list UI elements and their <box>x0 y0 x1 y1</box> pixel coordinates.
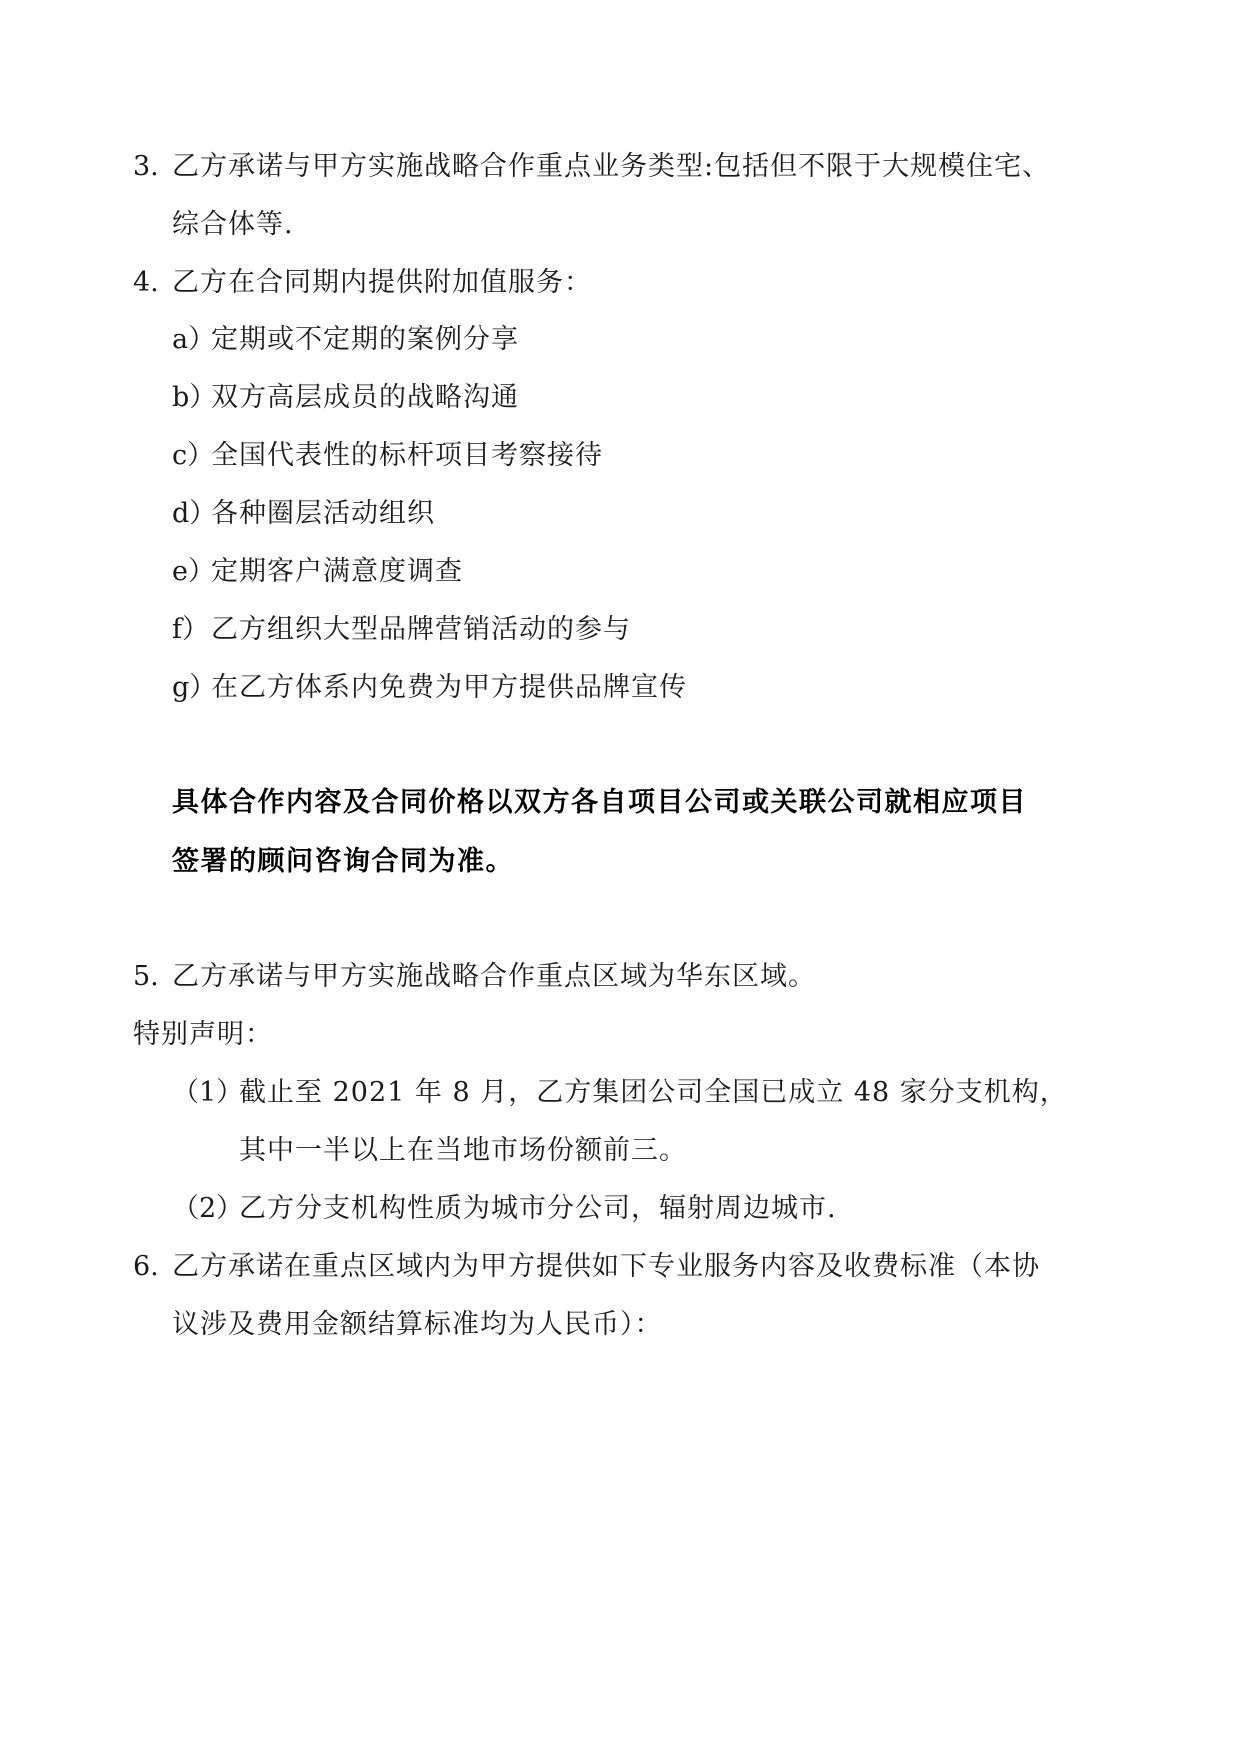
subitem-c-marker: c） <box>172 440 215 471</box>
subitem-f-marker: f） <box>172 614 209 645</box>
bold-note-line-2: 签署的顾问咨询合同为准。 <box>172 846 514 877</box>
subitem-c-text: 全国代表性的标杆项目考察接待 <box>211 440 603 471</box>
item-6-line-1: 乙方承诺在重点区域内为甲方提供如下专业服务内容及收费标准（本协 <box>172 1251 1040 1282</box>
subitem-a-marker: a） <box>172 324 216 355</box>
item-3-number: 3. <box>133 151 159 182</box>
item-3-line-2: 综合体等. <box>172 209 294 240</box>
subitem-d-marker: d） <box>172 498 217 529</box>
special-item-2-marker: （2） <box>172 1193 244 1224</box>
special-item-2-line-1: 乙方分支机构性质为城市分公司，辐射周边城市. <box>239 1193 837 1224</box>
subitem-g-text: 在乙方体系内免费为甲方提供品牌宣传 <box>211 672 687 703</box>
subitem-e-text: 定期客户满意度调查 <box>211 556 463 587</box>
item-5-text: 乙方承诺与甲方实施战略合作重点区域为华东区域。 <box>172 961 816 992</box>
special-heading: 特别声明： <box>133 1019 273 1050</box>
item-3-line-1: 乙方承诺与甲方实施战略合作重点业务类型:包括但不限于大规模住宅、 <box>172 151 1051 182</box>
subitem-b-marker: b） <box>172 382 217 413</box>
subitem-f-text: 乙方组织大型品牌营销活动的参与 <box>211 614 631 645</box>
subitem-a-text: 定期或不定期的案例分享 <box>211 324 519 355</box>
item-4-text: 乙方在合同期内提供附加值服务： <box>172 267 592 298</box>
special-item-1-marker: （1） <box>172 1077 244 1108</box>
item-6-line-2: 议涉及费用金额结算标准均为人民币）： <box>172 1309 663 1340</box>
subitem-d-text: 各种圈层活动组织 <box>211 498 435 529</box>
subitem-b-text: 双方高层成员的战略沟通 <box>211 382 519 413</box>
item-5-number: 5. <box>133 961 159 992</box>
special-item-1-line-2: 其中一半以上在当地市场份额前三。 <box>239 1135 687 1166</box>
subitem-g-marker: g） <box>172 672 217 703</box>
item-4-number: 4. <box>133 267 159 298</box>
item-6-number: 6. <box>133 1251 159 1282</box>
subitem-e-marker: e） <box>172 556 215 587</box>
special-item-1-line-1: 截止至 2021 年 8 月，乙方集团公司全国已成立 48 家分支机构， <box>239 1077 1068 1108</box>
bold-note-line-1: 具体合作内容及合同价格以双方各自项目公司或关联公司就相应项目 <box>172 787 1027 818</box>
